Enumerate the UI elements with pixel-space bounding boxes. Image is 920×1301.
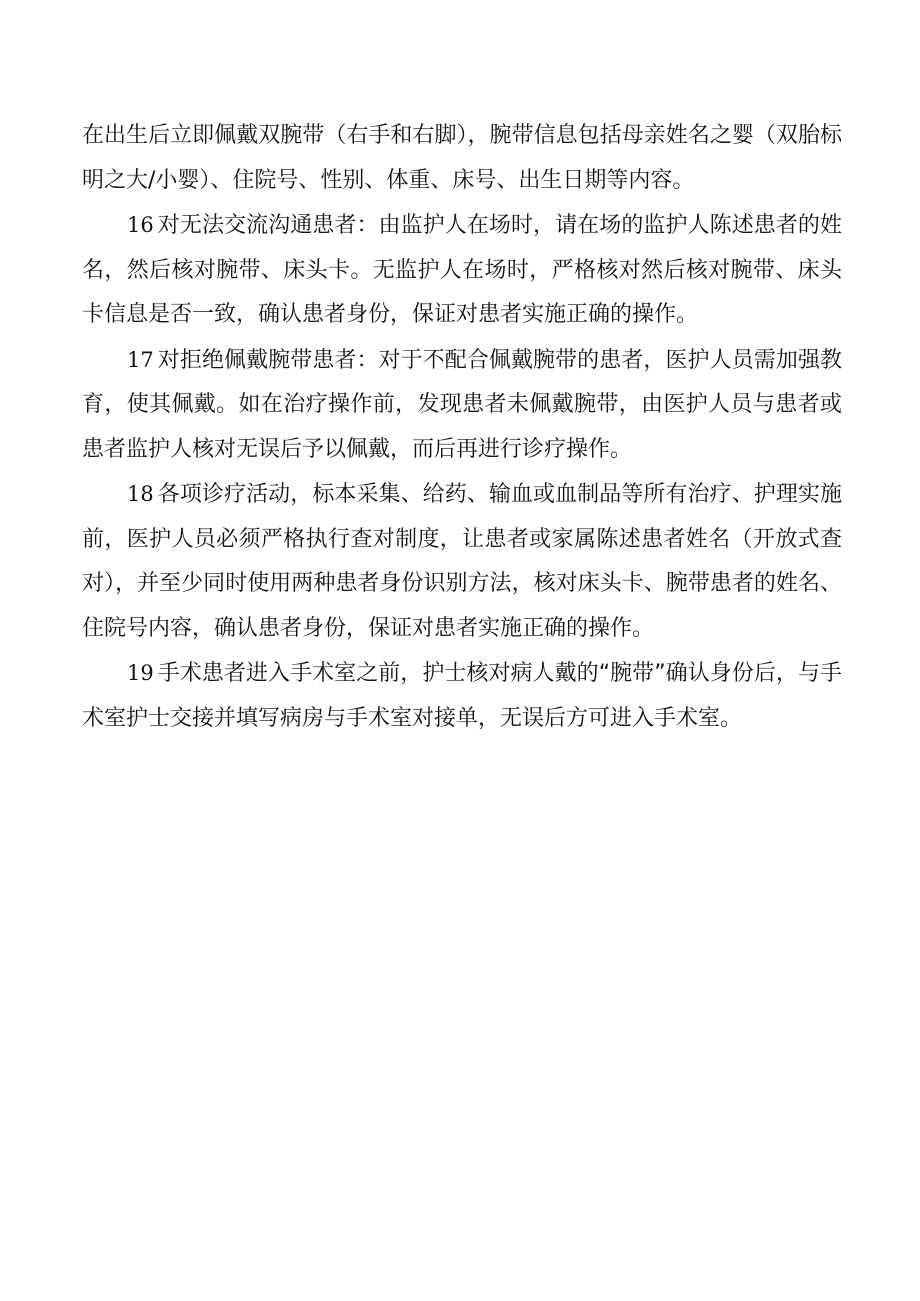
paragraph-number: 16 [127, 213, 154, 237]
paragraph-text: 手术患者进入手术室之前，护士核对病人戴的“腕带”确认身份后，与手术室护士交接并填写病房与手术室对接单，无误后方可进入手术室。 [82, 661, 842, 731]
paragraph-number: 19 [127, 661, 154, 685]
paragraph-text: 在出生后立即佩戴双腕带（右手和右脚），腕带信息包括母亲姓名之婴（双胎标明之大/小婴）、住院号、性别、体重、床号、出生日期等内容。 [82, 123, 842, 193]
paragraph-number: 17 [127, 347, 154, 372]
paragraph-number: 18 [127, 482, 154, 506]
paragraph-continued [82, 114, 842, 203]
paragraph-16 [82, 203, 842, 338]
document-body [82, 114, 842, 741]
paragraph-text: 对拒绝佩戴腕带患者：对于不配合佩戴腕带的患者，医护人员需加强教育，使其佩戴。如在治疗操作前，发现患者未佩戴腕带，由医护人员与患者或患者监护人核对无误后予以佩戴，而后再进行诊疗操作。 [82, 347, 842, 462]
paragraph-text: 对无法交流沟通患者：由监护人在场时，请在场的监护人陈述患者的姓名，然后核对腕带、床头卡。无监护人在场时，严格核对然后核对腕带、床头卡信息是否一致，确认患者身份，保证对患者实施正确的操作。 [82, 213, 842, 327]
paragraph-19 [82, 651, 842, 741]
paragraph-18 [82, 472, 842, 651]
paragraph-text: 各项诊疗活动，标本采集、给药、输血或血制品等所有治疗、护理实施前，医护人员必须严格执行查对制度，让患者或家属陈述患者姓名（开放式查对），并至少同时使用两种患者身份识别方法，核对床头卡、腕带患者的姓名、住院号内容，确认患者身份，保证对患者实施正确的操作。 [82, 482, 842, 641]
paragraph-17 [82, 338, 842, 473]
